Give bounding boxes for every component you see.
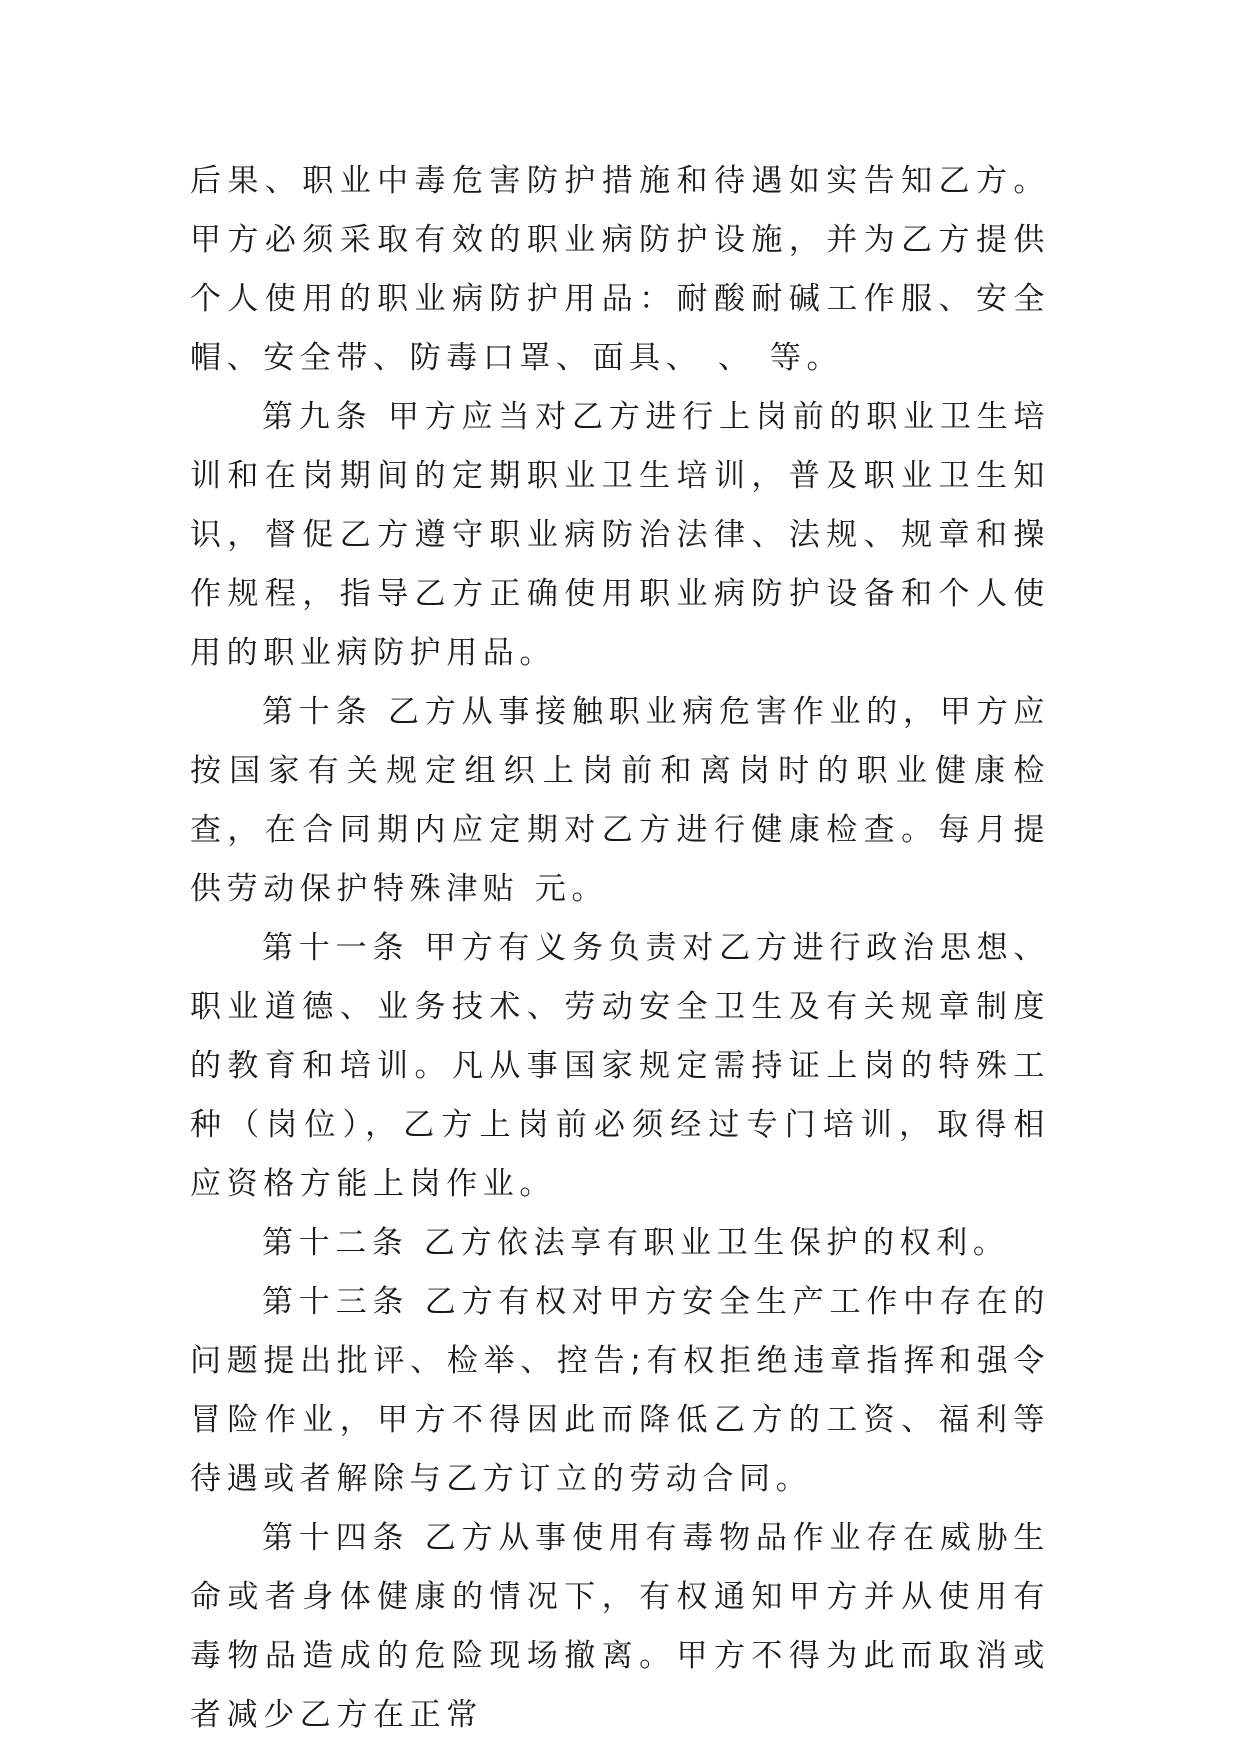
paragraph-article-10: 第十条 乙方从事接触职业病危害作业的，甲方应按国家有关规定组织上岗前和离岗时的职业健康检查，在合同期内应定期对乙方进行健康检查。每月提供劳动保护特殊津贴 元。 bbox=[190, 694, 1050, 907]
document-body bbox=[190, 152, 1050, 1745]
paragraph-article-14: 第十四条 乙方从事使用有毒物品作业存在威胁生命或者身体健康的情况下，有权通知甲方并从使用有毒物品造成的危险现场撤离。甲方不得为此而取消或者减少乙方在正常 bbox=[190, 1520, 1050, 1733]
paragraph-continuation-article-8: 后果、职业中毒危害防护措施和待遇如实告知乙方。甲方必须采取有效的职业病防护设施，并为乙方提供个人使用的职业病防护用品：耐酸耐碱工作服、安全帽、安全带、防毒口罩、面具、 、 等。 bbox=[190, 163, 1050, 376]
paragraph-article-13: 第十三条 乙方有权对甲方安全生产工作中存在的问题提出批评、检举、控告;有权拒绝违章指挥和强令冒险作业，甲方不得因此而降低乙方的工资、福利等待遇或者解除与乙方订立的劳动合同。 bbox=[190, 1284, 1050, 1497]
paragraph-article-12: 第十二条 乙方依法享有职业卫生保护的权利。 bbox=[262, 1225, 1010, 1261]
paragraph-article-11: 第十一条 甲方有义务负责对乙方进行政治思想、职业道德、业务技术、劳动安全卫生及有关规章制度的教育和培训。凡从事国家规定需持证上岗的特殊工种（岗位），乙方上岗前必须经过专门培训，取得相应资格方能上岗作业。 bbox=[190, 930, 1050, 1202]
paragraph-article-9: 第九条 甲方应当对乙方进行上岗前的职业卫生培训和在岗期间的定期职业卫生培训，普及职业卫生知识，督促乙方遵守职业病防治法律、法规、规章和操作规程，指导乙方正确使用职业病防护设备和个人使用的职业病防护用品。 bbox=[190, 399, 1050, 671]
